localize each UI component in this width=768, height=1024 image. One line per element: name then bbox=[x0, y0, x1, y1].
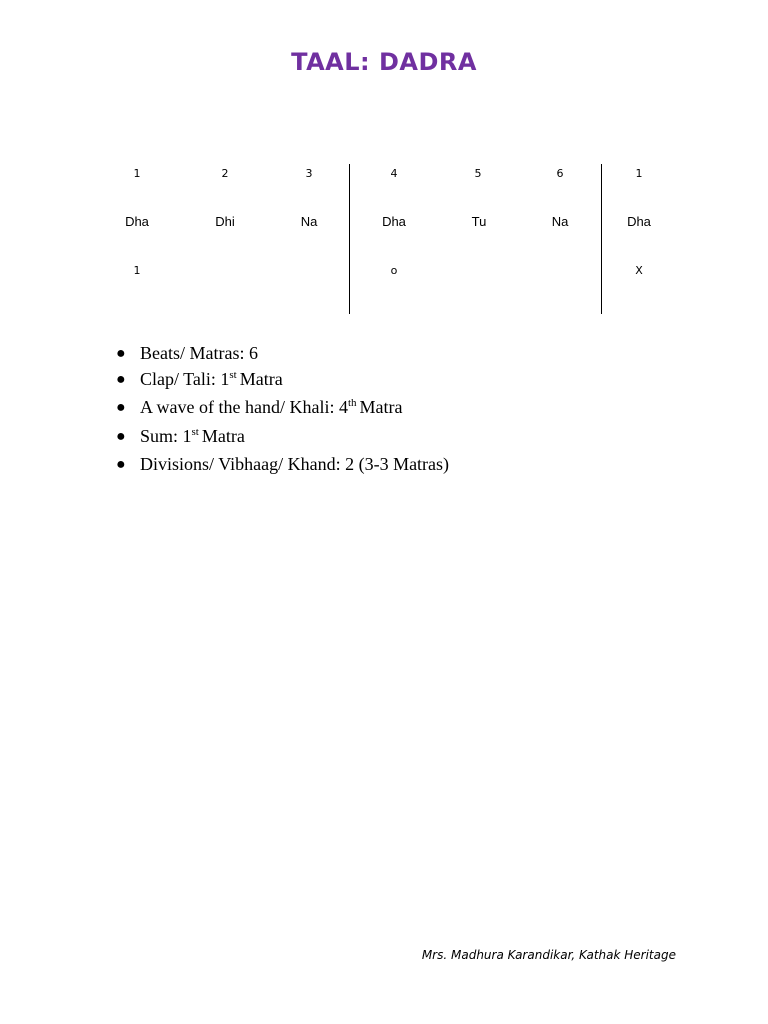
ordinal-suffix: th bbox=[347, 397, 357, 410]
beat-number: 6 bbox=[556, 167, 564, 180]
sum-marker: X bbox=[635, 264, 643, 277]
item-text-after: Matra bbox=[239, 368, 283, 389]
footer-credit: Mrs. Madhura Karandikar, Kathak Heritage bbox=[421, 948, 676, 962]
item-text: Divisions/ Vibhaag/ Khand: 2 (3-3 Matras) bbox=[140, 454, 450, 475]
item-text: Beats/ Matras: 6 bbox=[140, 343, 258, 363]
feature-list bbox=[112, 341, 449, 478]
item-text: Clap/ Tali: 1 bbox=[140, 368, 230, 389]
beat-number: 3 bbox=[305, 167, 313, 180]
item-text: Sum: 1 bbox=[140, 425, 192, 446]
taal-table bbox=[96, 164, 678, 314]
page-title: TAAL: DADRA bbox=[291, 48, 477, 76]
item-text-after: Matra bbox=[359, 397, 403, 418]
list-item bbox=[112, 452, 449, 478]
bol: Dha bbox=[627, 214, 651, 229]
vibhaag-divider bbox=[601, 164, 602, 314]
ordinal-suffix: st bbox=[229, 368, 237, 381]
beat-number-row bbox=[96, 164, 678, 184]
bullet-icon: ● bbox=[116, 456, 126, 474]
marker-row bbox=[96, 261, 678, 281]
bullet-icon: ● bbox=[116, 345, 126, 362]
beat-number: 4 bbox=[390, 167, 398, 180]
bol: Tu bbox=[471, 214, 487, 229]
bullet-icon: ● bbox=[116, 427, 126, 445]
beat-number: 2 bbox=[221, 167, 229, 180]
bullet-icon: ● bbox=[116, 399, 126, 417]
bullet-icon: ● bbox=[116, 370, 126, 388]
bol: Dhi bbox=[215, 214, 235, 229]
list-item bbox=[112, 341, 449, 367]
beat-number: 1 bbox=[133, 167, 141, 180]
khali-marker: o bbox=[390, 264, 398, 277]
ordinal-suffix: st bbox=[191, 425, 199, 438]
bol: Dha bbox=[382, 214, 406, 229]
bol-row bbox=[96, 212, 678, 232]
list-item bbox=[112, 424, 449, 453]
list-item bbox=[112, 395, 449, 424]
beat-number: 1 bbox=[635, 167, 643, 180]
bol: Na bbox=[551, 214, 569, 229]
bol: Na bbox=[300, 214, 318, 229]
item-text-after: Matra bbox=[201, 425, 245, 446]
vibhaag-divider bbox=[349, 164, 350, 314]
beat-number: 5 bbox=[474, 167, 482, 180]
tali-marker: 1 bbox=[133, 264, 141, 277]
item-text: A wave of the hand/ Khali: 4 bbox=[140, 397, 348, 418]
bol: Dha bbox=[125, 214, 149, 229]
list-item bbox=[112, 367, 449, 396]
